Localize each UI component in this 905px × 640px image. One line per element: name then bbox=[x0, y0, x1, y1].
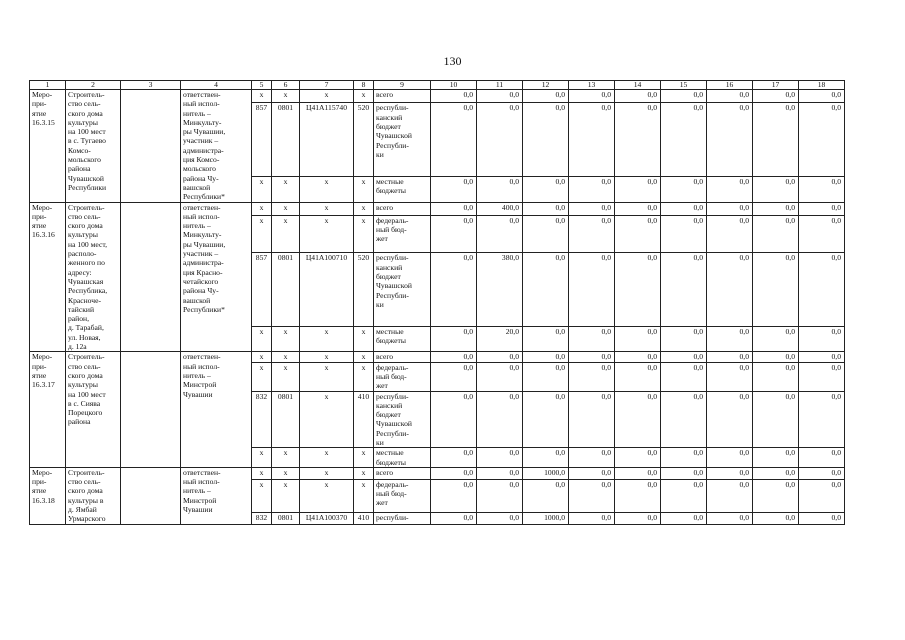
amount-col-15: 0,0 bbox=[661, 512, 707, 524]
amount-col-11: 0,0 bbox=[477, 448, 523, 468]
grbs-code: x bbox=[252, 90, 272, 103]
expense-type-code: x bbox=[354, 362, 374, 391]
amount-col-17: 0,0 bbox=[753, 177, 799, 202]
section-code: x bbox=[272, 90, 300, 103]
column-number-18: 18 bbox=[799, 81, 845, 90]
amount-col-10: 0,0 bbox=[431, 512, 477, 524]
funding-source: всего bbox=[374, 467, 431, 479]
amount-col-13: 0,0 bbox=[569, 391, 615, 448]
amount-col-10: 0,0 bbox=[431, 202, 477, 215]
column-number-8: 8 bbox=[354, 81, 374, 90]
amount-col-11: 0,0 bbox=[477, 90, 523, 103]
table-body bbox=[30, 81, 845, 525]
amount-col-16: 0,0 bbox=[707, 326, 753, 351]
amount-col-14: 0,0 bbox=[615, 512, 661, 524]
amount-col-13: 0,0 bbox=[569, 352, 615, 362]
amount-col-13: 0,0 bbox=[569, 103, 615, 177]
measure-id: Меро- при- ятие 16.3.18 bbox=[30, 467, 66, 524]
amount-col-12: 0,0 bbox=[523, 352, 569, 362]
grbs-code: x bbox=[252, 177, 272, 202]
amount-col-15: 0,0 bbox=[661, 362, 707, 391]
amount-col-17: 0,0 bbox=[753, 467, 799, 479]
expense-type-code: x bbox=[354, 215, 374, 252]
amount-col-12: 0,0 bbox=[523, 448, 569, 468]
target-article-code: Ц41А100710 bbox=[300, 253, 354, 327]
section-code: 0801 bbox=[272, 512, 300, 524]
amount-col-11: 0,0 bbox=[477, 391, 523, 448]
amount-col-16: 0,0 bbox=[707, 253, 753, 327]
amount-col-16: 0,0 bbox=[707, 512, 753, 524]
amount-col-11: 380,0 bbox=[477, 253, 523, 327]
section-code: x bbox=[272, 362, 300, 391]
amount-col-17: 0,0 bbox=[753, 202, 799, 215]
column-number-5: 5 bbox=[252, 81, 272, 90]
amount-col-13: 0,0 bbox=[569, 253, 615, 327]
target-article-code: x bbox=[300, 352, 354, 362]
amount-col-10: 0,0 bbox=[431, 352, 477, 362]
amount-col-14: 0,0 bbox=[615, 391, 661, 448]
amount-col-18: 0,0 bbox=[799, 215, 845, 252]
measure-id: Меро- при- ятие 16.3.16 bbox=[30, 202, 66, 352]
funding-source: республи- канский бюджет Чувашской Республи- ки bbox=[374, 103, 431, 177]
amount-col-18: 0,0 bbox=[799, 512, 845, 524]
funding-source: республи- канский бюджет Чувашской Республи- ки bbox=[374, 391, 431, 448]
target-article-code: x bbox=[300, 467, 354, 479]
target-article-code: x bbox=[300, 177, 354, 202]
expense-type-code: 410 bbox=[354, 391, 374, 448]
amount-col-15: 0,0 bbox=[661, 177, 707, 202]
amount-col-16: 0,0 bbox=[707, 103, 753, 177]
table-row bbox=[30, 90, 845, 103]
amount-col-17: 0,0 bbox=[753, 326, 799, 351]
column-number-11: 11 bbox=[477, 81, 523, 90]
amount-col-16: 0,0 bbox=[707, 352, 753, 362]
measure-name: Строитель- ство сель- ского дома культуры на 100 мест в с. Сиява Порецкого района bbox=[66, 352, 121, 468]
section-code: x bbox=[272, 326, 300, 351]
amount-col-11: 400,0 bbox=[477, 202, 523, 215]
responsible-executor: ответствен- ный испол- нитель – Минстрой Чувашии bbox=[181, 467, 252, 524]
amount-col-12: 0,0 bbox=[523, 362, 569, 391]
amount-col-15: 0,0 bbox=[661, 352, 707, 362]
amount-col-12: 0,0 bbox=[523, 103, 569, 177]
amount-col-14: 0,0 bbox=[615, 479, 661, 512]
amount-col-18: 0,0 bbox=[799, 90, 845, 103]
grbs-code: x bbox=[252, 479, 272, 512]
column-number-2: 2 bbox=[66, 81, 121, 90]
column-number-15: 15 bbox=[661, 81, 707, 90]
amount-col-13: 0,0 bbox=[569, 512, 615, 524]
funding-source: местные бюджеты bbox=[374, 448, 431, 468]
measure-id: Меро- при- ятие 16.3.15 bbox=[30, 90, 66, 203]
amount-col-10: 0,0 bbox=[431, 467, 477, 479]
amount-col-10: 0,0 bbox=[431, 479, 477, 512]
grbs-code: x bbox=[252, 448, 272, 468]
amount-col-13: 0,0 bbox=[569, 479, 615, 512]
target-article-code: x bbox=[300, 90, 354, 103]
grbs-code: x bbox=[252, 202, 272, 215]
amount-col-18: 0,0 bbox=[799, 479, 845, 512]
column-number-12: 12 bbox=[523, 81, 569, 90]
amount-col-10: 0,0 bbox=[431, 448, 477, 468]
table-row bbox=[30, 352, 845, 362]
empty-cell bbox=[121, 352, 181, 468]
amount-col-10: 0,0 bbox=[431, 253, 477, 327]
grbs-code: x bbox=[252, 215, 272, 252]
expense-type-code: 520 bbox=[354, 253, 374, 327]
amount-col-15: 0,0 bbox=[661, 479, 707, 512]
funding-source: федераль- ный бюд- жет bbox=[374, 362, 431, 391]
amount-col-17: 0,0 bbox=[753, 391, 799, 448]
target-article-code: x bbox=[300, 202, 354, 215]
amount-col-14: 0,0 bbox=[615, 215, 661, 252]
target-article-code: Ц41А100370 bbox=[300, 512, 354, 524]
amount-col-11: 0,0 bbox=[477, 215, 523, 252]
amount-col-18: 0,0 bbox=[799, 103, 845, 177]
expense-type-code: x bbox=[354, 90, 374, 103]
amount-col-11: 0,0 bbox=[477, 479, 523, 512]
expense-type-code: x bbox=[354, 352, 374, 362]
column-number-16: 16 bbox=[707, 81, 753, 90]
amount-col-14: 0,0 bbox=[615, 362, 661, 391]
target-article-code: Ц41А115740 bbox=[300, 103, 354, 177]
funding-source: республи- канский бюджет Чувашской Республи- ки bbox=[374, 253, 431, 327]
table-row bbox=[30, 467, 845, 479]
amount-col-18: 0,0 bbox=[799, 326, 845, 351]
expense-type-code: x bbox=[354, 202, 374, 215]
amount-col-11: 0,0 bbox=[477, 352, 523, 362]
section-code: x bbox=[272, 352, 300, 362]
amount-col-18: 0,0 bbox=[799, 448, 845, 468]
page-number: 130 bbox=[443, 54, 462, 68]
amount-col-10: 0,0 bbox=[431, 90, 477, 103]
amount-col-17: 0,0 bbox=[753, 512, 799, 524]
funding-source: федераль- ный бюд- жет bbox=[374, 479, 431, 512]
amount-col-16: 0,0 bbox=[707, 362, 753, 391]
amount-col-14: 0,0 bbox=[615, 202, 661, 215]
amount-col-18: 0,0 bbox=[799, 352, 845, 362]
amount-col-13: 0,0 bbox=[569, 326, 615, 351]
section-code: x bbox=[272, 202, 300, 215]
column-number-1: 1 bbox=[30, 81, 66, 90]
amount-col-18: 0,0 bbox=[799, 202, 845, 215]
amount-col-10: 0,0 bbox=[431, 177, 477, 202]
amount-col-15: 0,0 bbox=[661, 103, 707, 177]
budget-table bbox=[29, 80, 845, 525]
grbs-code: 832 bbox=[252, 391, 272, 448]
amount-col-15: 0,0 bbox=[661, 215, 707, 252]
amount-col-12: 0,0 bbox=[523, 479, 569, 512]
amount-col-12: 0,0 bbox=[523, 253, 569, 327]
amount-col-12: 0,0 bbox=[523, 391, 569, 448]
amount-col-11: 0,0 bbox=[477, 512, 523, 524]
section-code: 0801 bbox=[272, 103, 300, 177]
amount-col-14: 0,0 bbox=[615, 103, 661, 177]
grbs-code: x bbox=[252, 362, 272, 391]
amount-col-14: 0,0 bbox=[615, 448, 661, 468]
amount-col-16: 0,0 bbox=[707, 467, 753, 479]
amount-col-12: 1000,0 bbox=[523, 512, 569, 524]
amount-col-12: 0,0 bbox=[523, 90, 569, 103]
target-article-code: x bbox=[300, 391, 354, 448]
amount-col-13: 0,0 bbox=[569, 215, 615, 252]
measure-name: Строитель- ство сель- ского дома культуры на 100 мест, располо- женного по адресу: Чувашская Республика, Красноче- тайский район, д. Тарабай, ул. Новая, д. 12а bbox=[66, 202, 121, 352]
measure-id: Меро- при- ятие 16.3.17 bbox=[30, 352, 66, 468]
amount-col-17: 0,0 bbox=[753, 362, 799, 391]
grbs-code: 832 bbox=[252, 512, 272, 524]
amount-col-10: 0,0 bbox=[431, 215, 477, 252]
amount-col-11: 0,0 bbox=[477, 362, 523, 391]
amount-col-13: 0,0 bbox=[569, 202, 615, 215]
section-code: 0801 bbox=[272, 253, 300, 327]
column-number-4: 4 bbox=[181, 81, 252, 90]
column-number-14: 14 bbox=[615, 81, 661, 90]
amount-col-16: 0,0 bbox=[707, 479, 753, 512]
section-code: x bbox=[272, 215, 300, 252]
amount-col-18: 0,0 bbox=[799, 391, 845, 448]
amount-col-17: 0,0 bbox=[753, 103, 799, 177]
section-code: x bbox=[272, 467, 300, 479]
amount-col-10: 0,0 bbox=[431, 391, 477, 448]
table-row bbox=[30, 202, 845, 215]
amount-col-17: 0,0 bbox=[753, 90, 799, 103]
amount-col-15: 0,0 bbox=[661, 202, 707, 215]
amount-col-11: 0,0 bbox=[477, 467, 523, 479]
funding-source: федераль- ный бюд- жет bbox=[374, 215, 431, 252]
amount-col-13: 0,0 bbox=[569, 90, 615, 103]
grbs-code: x bbox=[252, 352, 272, 362]
empty-cell bbox=[121, 202, 181, 352]
grbs-code: 857 bbox=[252, 103, 272, 177]
column-number-17: 17 bbox=[753, 81, 799, 90]
section-code: 0801 bbox=[272, 391, 300, 448]
expense-type-code: x bbox=[354, 448, 374, 468]
expense-type-code: 410 bbox=[354, 512, 374, 524]
target-article-code: x bbox=[300, 326, 354, 351]
grbs-code: x bbox=[252, 326, 272, 351]
amount-col-15: 0,0 bbox=[661, 467, 707, 479]
amount-col-12: 1000,0 bbox=[523, 467, 569, 479]
target-article-code: x bbox=[300, 362, 354, 391]
amount-col-12: 0,0 bbox=[523, 202, 569, 215]
target-article-code: x bbox=[300, 215, 354, 252]
empty-cell bbox=[121, 90, 181, 203]
amount-col-14: 0,0 bbox=[615, 253, 661, 327]
measure-name: Строитель- ство сель- ского дома культуры на 100 мест в с. Тугаево Комсо- мольского района Чувашской Республики bbox=[66, 90, 121, 203]
column-number-row bbox=[30, 81, 845, 90]
column-number-10: 10 bbox=[431, 81, 477, 90]
amount-col-17: 0,0 bbox=[753, 352, 799, 362]
amount-col-18: 0,0 bbox=[799, 253, 845, 327]
funding-source: всего bbox=[374, 352, 431, 362]
amount-col-14: 0,0 bbox=[615, 90, 661, 103]
amount-col-16: 0,0 bbox=[707, 177, 753, 202]
amount-col-17: 0,0 bbox=[753, 448, 799, 468]
column-number-13: 13 bbox=[569, 81, 615, 90]
amount-col-16: 0,0 bbox=[707, 202, 753, 215]
funding-source: местные бюджеты bbox=[374, 326, 431, 351]
column-number-7: 7 bbox=[300, 81, 354, 90]
funding-source: местные бюджеты bbox=[374, 177, 431, 202]
amount-col-17: 0,0 bbox=[753, 215, 799, 252]
column-number-9: 9 bbox=[374, 81, 431, 90]
amount-col-18: 0,0 bbox=[799, 177, 845, 202]
amount-col-14: 0,0 bbox=[615, 326, 661, 351]
amount-col-18: 0,0 bbox=[799, 467, 845, 479]
amount-col-12: 0,0 bbox=[523, 215, 569, 252]
section-code: x bbox=[272, 177, 300, 202]
expense-type-code: x bbox=[354, 177, 374, 202]
amount-col-15: 0,0 bbox=[661, 326, 707, 351]
amount-col-10: 0,0 bbox=[431, 103, 477, 177]
amount-col-15: 0,0 bbox=[661, 253, 707, 327]
amount-col-10: 0,0 bbox=[431, 326, 477, 351]
amount-col-15: 0,0 bbox=[661, 391, 707, 448]
amount-col-13: 0,0 bbox=[569, 467, 615, 479]
target-article-code: x bbox=[300, 479, 354, 512]
expense-type-code: x bbox=[354, 479, 374, 512]
amount-col-15: 0,0 bbox=[661, 90, 707, 103]
amount-col-14: 0,0 bbox=[615, 352, 661, 362]
expense-type-code: 520 bbox=[354, 103, 374, 177]
expense-type-code: x bbox=[354, 467, 374, 479]
expense-type-code: x bbox=[354, 326, 374, 351]
amount-col-11: 0,0 bbox=[477, 103, 523, 177]
responsible-executor: ответствен- ный испол- нитель – Минкульту- ры Чувашии, участник – администра- ция Комсо- мольского района Чу- вашской Республики* bbox=[181, 90, 252, 203]
amount-col-17: 0,0 bbox=[753, 479, 799, 512]
amount-col-14: 0,0 bbox=[615, 467, 661, 479]
amount-col-16: 0,0 bbox=[707, 215, 753, 252]
section-code: x bbox=[272, 448, 300, 468]
amount-col-13: 0,0 bbox=[569, 177, 615, 202]
column-number-3: 3 bbox=[121, 81, 181, 90]
amount-col-13: 0,0 bbox=[569, 362, 615, 391]
amount-col-12: 0,0 bbox=[523, 177, 569, 202]
funding-source: республи- bbox=[374, 512, 431, 524]
amount-col-14: 0,0 bbox=[615, 177, 661, 202]
amount-col-18: 0,0 bbox=[799, 362, 845, 391]
column-number-6: 6 bbox=[272, 81, 300, 90]
amount-col-16: 0,0 bbox=[707, 90, 753, 103]
responsible-executor: ответствен- ный испол- нитель – Минстрой Чувашии bbox=[181, 352, 252, 468]
amount-col-11: 0,0 bbox=[477, 177, 523, 202]
funding-source: всего bbox=[374, 90, 431, 103]
section-code: x bbox=[272, 479, 300, 512]
target-article-code: x bbox=[300, 448, 354, 468]
amount-col-12: 0,0 bbox=[523, 326, 569, 351]
amount-col-16: 0,0 bbox=[707, 448, 753, 468]
amount-col-15: 0,0 bbox=[661, 448, 707, 468]
amount-col-16: 0,0 bbox=[707, 391, 753, 448]
amount-col-11: 20,0 bbox=[477, 326, 523, 351]
empty-cell bbox=[121, 467, 181, 524]
responsible-executor: ответствен- ный испол- нитель – Минкульту- ры Чувашии, участник – администра- ция Красно- четайского района Чу- вашской Республики* bbox=[181, 202, 252, 352]
funding-source: всего bbox=[374, 202, 431, 215]
amount-col-17: 0,0 bbox=[753, 253, 799, 327]
grbs-code: x bbox=[252, 467, 272, 479]
measure-name: Строитель- ство сель- ского дома культуры в д. Ямбай Урмарского bbox=[66, 467, 121, 524]
amount-col-13: 0,0 bbox=[569, 448, 615, 468]
amount-col-10: 0,0 bbox=[431, 362, 477, 391]
grbs-code: 857 bbox=[252, 253, 272, 327]
